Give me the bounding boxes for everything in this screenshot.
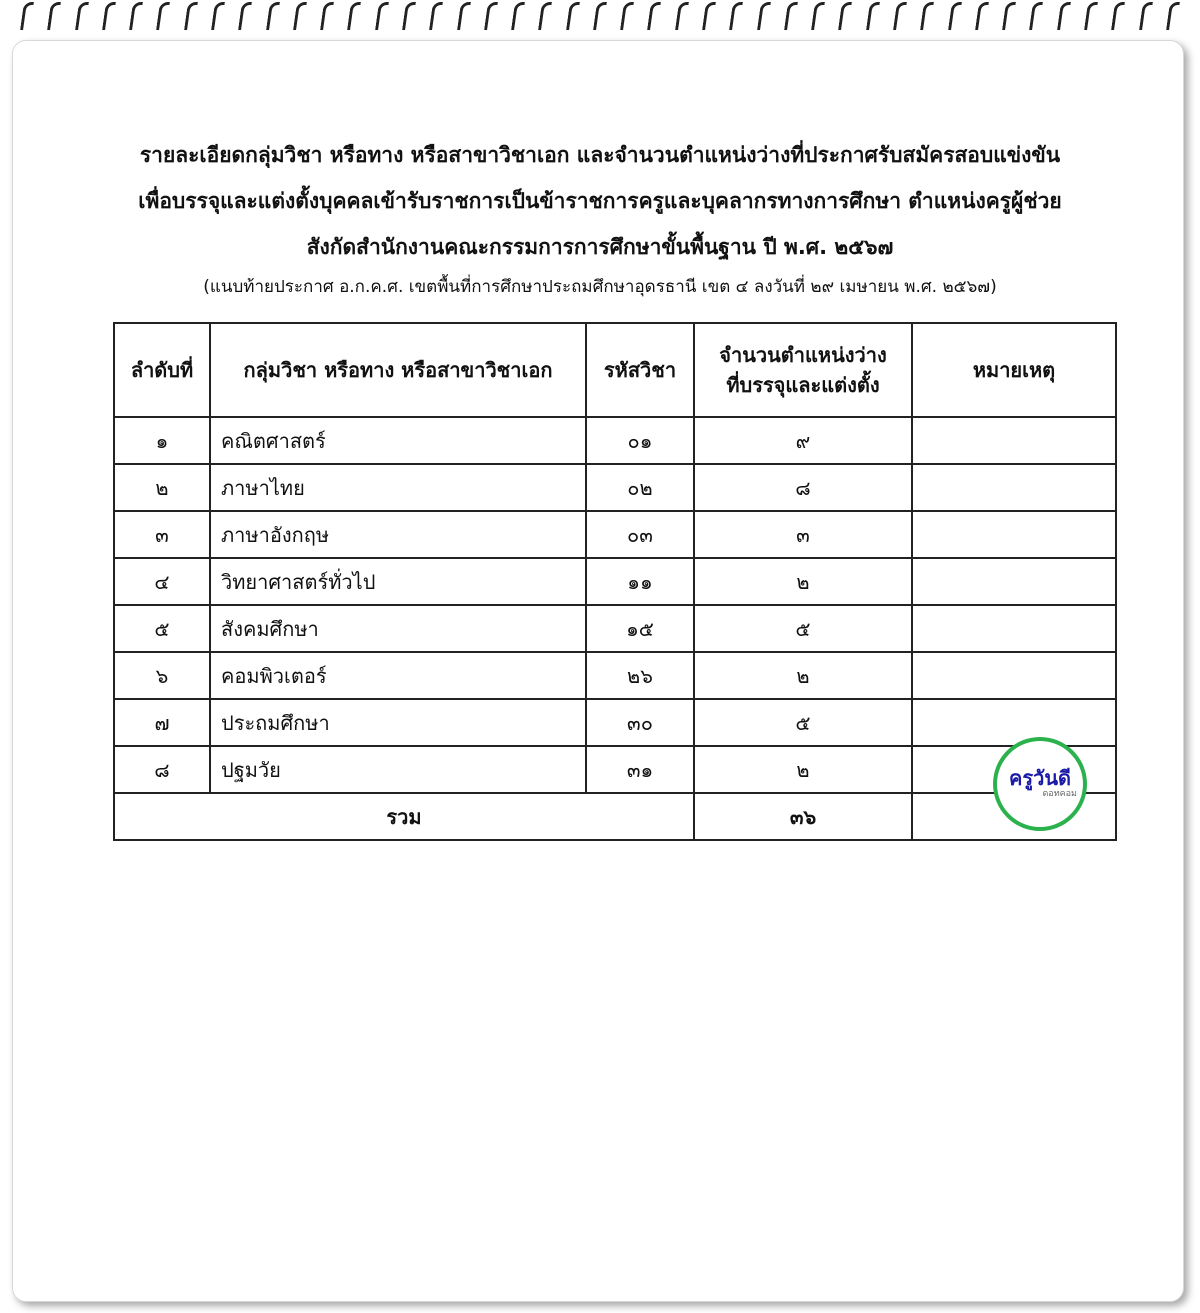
cell-subject: วิทยาศาสตร์ทั่วไป (210, 558, 586, 605)
title-line-3: สังกัดสำนักงานคณะกรรมการการศึกษาขั้นพื้นฐาน ปี พ.ศ. ๒๕๖๗ (306, 235, 894, 259)
binding-ring (866, 2, 880, 30)
cell-order: ๑ (114, 417, 210, 464)
cell-code: ๓๑ (586, 746, 694, 793)
cell-positions: ๒ (694, 558, 912, 605)
cell-subject: ปฐมวัย (210, 746, 586, 793)
cell-subject: คอมพิวเตอร์ (210, 652, 586, 699)
binding-ring (975, 2, 989, 30)
total-label: รวม (114, 793, 694, 840)
binding-ring (838, 2, 852, 30)
col-code: รหัสวิชา (586, 323, 694, 417)
table-row (114, 746, 1116, 793)
col-subject: กลุ่มวิชา หรือทาง หรือสาขาวิชาเอก (210, 323, 586, 417)
binding-ring (538, 2, 552, 30)
binding-ring (320, 2, 334, 30)
binding-ring (893, 2, 907, 30)
binding-ring (729, 2, 743, 30)
cell-order: ๔ (114, 558, 210, 605)
title-line-2: เพื่อบรรจุและแต่งตั้งบุคคลเข้ารับราชการเป็นข้าราชการครูและบุคลากรทางการศึกษา ตำแหน่งครูผู้ช่วย (138, 189, 1062, 213)
table-row (114, 558, 1116, 605)
cell-positions: ๘ (694, 464, 912, 511)
cell-code: ๒๖ (586, 652, 694, 699)
binding-ring (484, 2, 498, 30)
cell-positions: ๕ (694, 605, 912, 652)
cell-code: ๐๓ (586, 511, 694, 558)
table-total-row (114, 793, 1116, 840)
total-positions: ๓๖ (694, 793, 912, 840)
table-row (114, 417, 1116, 464)
binding-ring (1139, 2, 1153, 30)
cell-remark (912, 605, 1116, 652)
binding-ring (675, 2, 689, 30)
binding-ring (102, 2, 116, 30)
binding-ring (156, 2, 170, 30)
binding-ring (566, 2, 580, 30)
col-order: ลำดับที่ (114, 323, 210, 417)
binding-ring (429, 2, 443, 30)
cell-order: ๘ (114, 746, 210, 793)
table-row (114, 652, 1116, 699)
binding-ring (1029, 2, 1043, 30)
cell-positions: ๒ (694, 746, 912, 793)
cell-order: ๒ (114, 464, 210, 511)
cell-positions: ๕ (694, 699, 912, 746)
cell-remark (912, 464, 1116, 511)
binding-ring (648, 2, 662, 30)
binding-ring (948, 2, 962, 30)
binding-ring (1057, 2, 1071, 30)
cell-order: ๓ (114, 511, 210, 558)
binding-ring (402, 2, 416, 30)
cell-remark (912, 511, 1116, 558)
cell-remark (912, 652, 1116, 699)
cell-positions: ๓ (694, 511, 912, 558)
cell-code: ๐๑ (586, 417, 694, 464)
binding-ring (784, 2, 798, 30)
binding-ring (47, 2, 61, 30)
binding-ring (1111, 2, 1125, 30)
binding-ring (1166, 2, 1180, 30)
cell-code: ๓๐ (586, 699, 694, 746)
cell-subject: ภาษาอังกฤษ (210, 511, 586, 558)
binding-ring (593, 2, 607, 30)
cell-positions: ๒ (694, 652, 912, 699)
binding-ring (20, 2, 34, 30)
table-header-row (114, 323, 1116, 417)
table-row (114, 605, 1116, 652)
table-row (114, 511, 1116, 558)
binding-ring (238, 2, 252, 30)
document-header (0, 132, 1200, 304)
binding-ring (347, 2, 361, 30)
binding-ring (511, 2, 525, 30)
binding-ring (293, 2, 307, 30)
binding-ring (811, 2, 825, 30)
binding-ring (129, 2, 143, 30)
vacancy-table (113, 322, 1117, 841)
table-row (114, 699, 1116, 746)
cell-order: ๗ (114, 699, 210, 746)
cell-remark (912, 417, 1116, 464)
binding-ring (211, 2, 225, 30)
binding-ring (184, 2, 198, 30)
watermark-sub-text: ดอทคอม (1042, 789, 1077, 799)
cell-positions: ๙ (694, 417, 912, 464)
col-positions-line2: ที่บรรจุและแต่งตั้ง (726, 373, 880, 397)
binding-ring (620, 2, 634, 30)
col-positions (694, 323, 912, 417)
title-subline: (แนบท้ายประกาศ อ.ก.ค.ศ. เขตพื้นที่การศึกษาประถมศึกษาอุดรธานี เขต ๔ ลงวันที่ ๒๙ เมษายน พ.ศ. ๒๕๖๗) (203, 277, 997, 297)
cell-subject: คณิตศาสตร์ (210, 417, 586, 464)
cell-subject: ภาษาไทย (210, 464, 586, 511)
watermark-logo (993, 737, 1087, 831)
table-row (114, 464, 1116, 511)
spiral-binding (0, 0, 1200, 40)
binding-ring (702, 2, 716, 30)
col-positions-line1: จำนวนตำแหน่งว่าง (719, 343, 887, 367)
cell-subject: ประถมศึกษา (210, 699, 586, 746)
cell-subject: สังคมศึกษา (210, 605, 586, 652)
watermark-main-text: ครูวันดี (1008, 766, 1071, 790)
binding-ring (757, 2, 771, 30)
cell-code: ๐๒ (586, 464, 694, 511)
cell-remark (912, 699, 1116, 746)
cell-order: ๕ (114, 605, 210, 652)
binding-ring (457, 2, 471, 30)
cell-code: ๑๕ (586, 605, 694, 652)
binding-ring (266, 2, 280, 30)
cell-remark (912, 558, 1116, 605)
cell-order: ๖ (114, 652, 210, 699)
cell-code: ๑๑ (586, 558, 694, 605)
binding-ring (75, 2, 89, 30)
title-line-1: รายละเอียดกลุ่มวิชา หรือทาง หรือสาขาวิชาเอก และจำนวนตำแหน่งว่างที่ประกาศรับสมัครสอบแข่งขัน (139, 143, 1061, 167)
binding-ring (1084, 2, 1098, 30)
col-remark: หมายเหตุ (912, 323, 1116, 417)
binding-ring (1002, 2, 1016, 30)
binding-ring (375, 2, 389, 30)
binding-ring (920, 2, 934, 30)
